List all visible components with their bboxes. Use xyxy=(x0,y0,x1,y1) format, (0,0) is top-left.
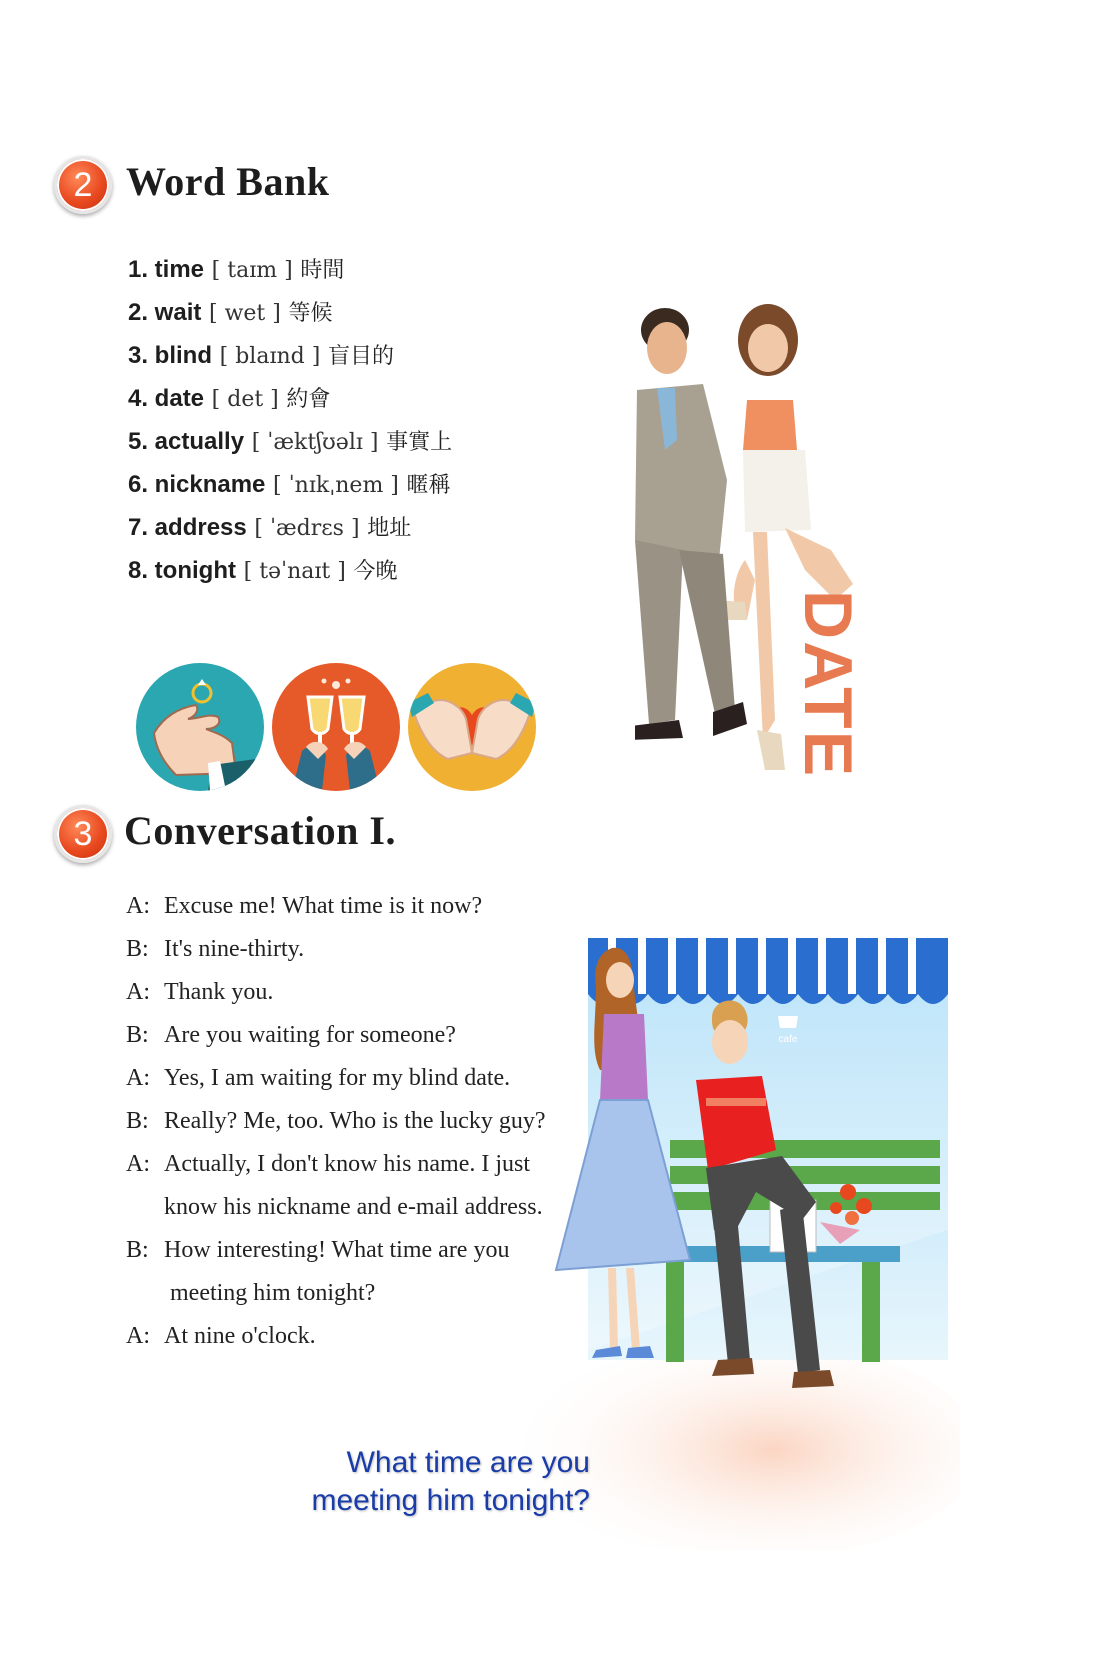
word-bank-item: 8. tonight [ təˈnaɪt ] 今晚 xyxy=(128,557,398,584)
section-number: 2 xyxy=(73,165,93,204)
word-bank-item: 5. actually [ ˈæktʃʊəlɪ ] 事實上 xyxy=(128,428,453,455)
caption-line-1: What time are you xyxy=(346,1446,590,1479)
heart-hands-icon xyxy=(408,663,536,791)
cafe-sign: cafe xyxy=(778,1034,798,1045)
ring-hand-icon xyxy=(136,663,264,791)
dialogue-line: A: Thank you. xyxy=(126,979,274,1005)
couple-photo xyxy=(635,300,915,800)
word-bank-item: 1. time [ taɪm ] 時間 xyxy=(128,256,345,283)
word-bank-item: 6. nickname [ ˈnɪkˌnem ] 暱稱 xyxy=(128,471,451,498)
dialogue-line: B: It's nine-thirty. xyxy=(126,936,305,962)
dialogue-line: A: At nine o'clock. xyxy=(126,1323,316,1349)
word-bank-item: 2. wait [ wet ] 等候 xyxy=(128,299,333,326)
section-title-word-bank: Word Bank xyxy=(126,159,330,204)
section-title-conversation: Conversation I. xyxy=(124,808,396,853)
word-bank-item: 4. date [ det ] 約會 xyxy=(128,385,331,412)
dialogue-line: know his nickname and e-mail address. xyxy=(164,1194,543,1220)
section-number: 3 xyxy=(73,814,93,853)
dialogue-line: A: Excuse me! What time is it now? xyxy=(126,893,483,919)
dialogue-line: A: Actually, I don't know his name. I just xyxy=(126,1151,531,1177)
section-number-badge xyxy=(54,805,112,863)
dialogue-line: B: Are you waiting for someone? xyxy=(126,1022,456,1048)
dialogue-line: meeting him tonight? xyxy=(170,1280,376,1306)
word-bank-item: 7. address [ ˈædrɛs ] 地址 xyxy=(128,514,412,541)
dialogue-line: B: Really? Me, too. Who is the lucky guy? xyxy=(126,1108,546,1134)
caption-line-2: meeting him tonight? xyxy=(311,1484,590,1517)
word-bank-item: 3. blind [ blaɪnd ] 盲目的 xyxy=(128,342,394,369)
toast-glasses-icon xyxy=(272,663,400,791)
dialogue-line: B: How interesting! What time are you xyxy=(126,1237,510,1263)
section-number-badge xyxy=(54,156,112,214)
highlight-caption xyxy=(230,1444,590,1520)
dialogue-line: A: Yes, I am waiting for my blind date. xyxy=(126,1065,511,1091)
date-vertical-text: DATE xyxy=(790,590,866,779)
